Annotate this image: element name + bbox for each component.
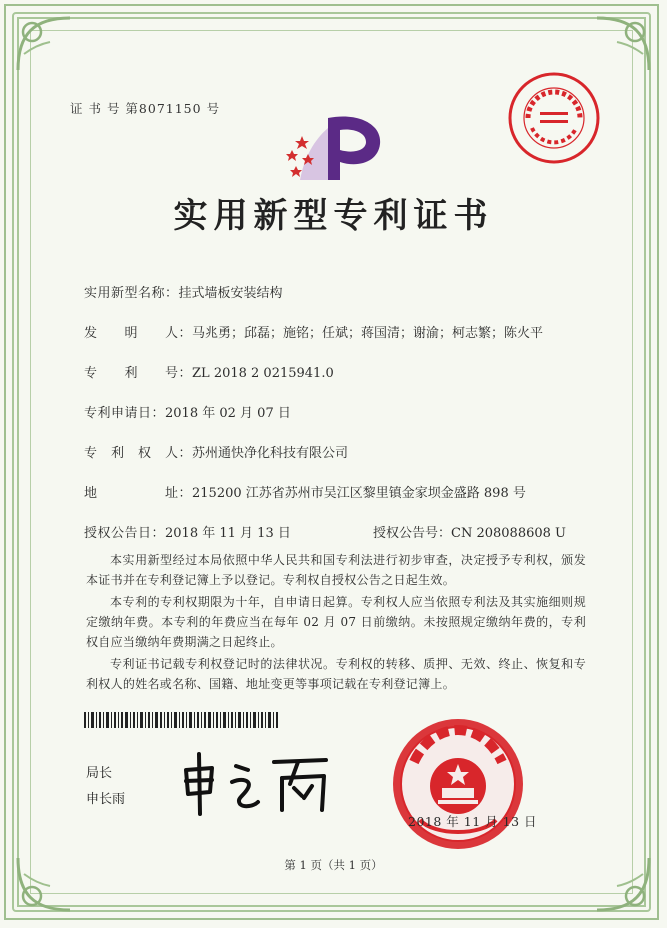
paragraph: 专利证书记载专利权登记时的法律状况。专利权的转移、质押、无效、终止、恢复和专利权人的姓名或名称、国籍、地址变更等事项记载在专利登记簿上。 <box>86 657 586 691</box>
page-indicator: 第 1 页（共 1 页） <box>284 858 383 872</box>
field-label: 专利申请日： <box>84 406 166 421</box>
field-filing-date <box>84 402 291 421</box>
field-value: 2018 年 02 月 07 日 <box>165 406 291 421</box>
field-label: 授权公告号： <box>373 526 452 541</box>
field-value: 苏州通快净化科技有限公司 <box>192 446 349 461</box>
paragraph: 本专利的专利权期限为十年，自申请日起算。专利权人应当依照专利法及其实施细则规定缴纳年费。本专利的年费应当在每年 02 月 07 日前缴纳。未按照规定缴纳年费的，专利权自应当缴纳年费期满之日起终止。 <box>86 595 586 649</box>
field-patentee <box>84 442 348 461</box>
agency-stamp-icon <box>506 70 602 166</box>
field-grant-number <box>373 522 566 541</box>
field-utility-name <box>84 282 283 301</box>
field-value: 挂式墙板安装结构 <box>178 286 283 301</box>
corner-ornament-icon <box>593 14 653 74</box>
field-label: 发 明 人： <box>84 326 193 341</box>
field-value: 马兆勇；邱磊；施铭；任斌；蒋国清；谢渝；柯志繁；陈火平 <box>192 326 544 341</box>
field-patent-number <box>84 362 334 381</box>
field-grant-date <box>84 522 291 541</box>
corner-ornament-icon <box>14 14 74 74</box>
field-value: ZL 2018 2 0215941.0 <box>192 366 334 381</box>
field-value: 215200 江苏省苏州市吴江区黎里镇金家坝金盛路 898 号 <box>192 486 526 501</box>
signatory-name: 申长雨 <box>86 792 126 807</box>
field-label: 专 利 权 人： <box>84 446 193 461</box>
field-value: 2018 年 11 月 13 日 <box>165 526 291 541</box>
national-seal-icon <box>390 716 526 852</box>
field-value: CN 208088608 U <box>451 526 566 541</box>
field-label: 地 址： <box>84 486 193 501</box>
field-address <box>84 482 526 501</box>
field-label: 专 利 号： <box>84 366 193 381</box>
paragraph: 本实用新型经过本局依照中华人民共和国专利法进行初步审查，决定授予专利权，颁发本证书并在专利登记簿上予以登记。专利权自授权公告之日起生效。 <box>86 553 586 587</box>
certificate-number: 证 书 号 第8071150 号 <box>70 101 221 116</box>
field-label: 实用新型名称： <box>84 286 179 301</box>
issue-date: 2018 年 11 月 13 日 <box>408 814 537 829</box>
field-inventors <box>84 322 543 341</box>
handwritten-signature-icon <box>178 748 338 818</box>
field-label: 授权公告日： <box>84 526 166 541</box>
barcode-icon <box>84 712 280 728</box>
patent-logo-icon <box>282 110 384 188</box>
signatory-title: 局长 <box>86 766 113 781</box>
certificate-title: 实用新型专利证书 <box>173 196 494 236</box>
